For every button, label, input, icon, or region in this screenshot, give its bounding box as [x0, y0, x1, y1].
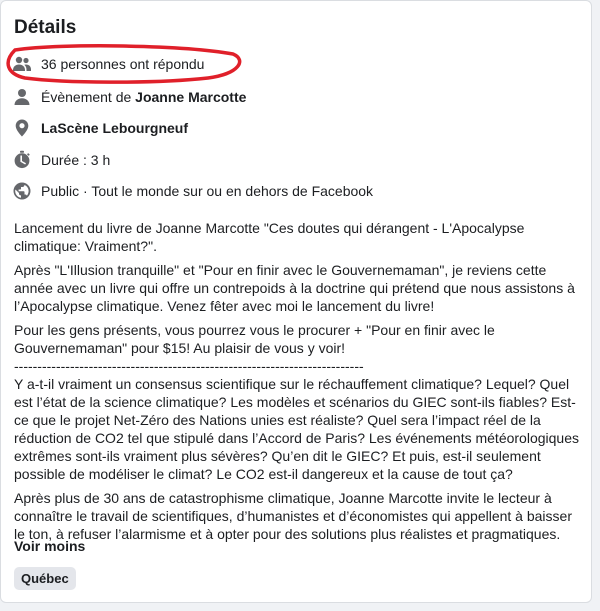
- duration-row: [12, 148, 110, 172]
- see-less-link[interactable]: Voir moins: [14, 538, 86, 554]
- description-paragraph: Lancement du livre de Joanne Marcotte "Ces doutes qui dérangent - L'Apocalypse climatique: Vraiment?".: [14, 220, 525, 254]
- person-icon: [12, 87, 32, 107]
- visibility-text: Public · Tout le monde sur ou en dehors de Facebook: [41, 183, 374, 199]
- event-description: [14, 219, 582, 549]
- description-paragraph: Après "L'Illusion tranquille" et "Pour en finir avec le Gouvernemaman", je reviens cette année avec un livre qui offre un contrepoids à la doctrine qui prétend que nous assistons à l’Apocalypse climatique. Venez fêter avec moi le lancement du livre!: [14, 262, 575, 314]
- section-title: Détails: [14, 17, 77, 38]
- visibility-row: [12, 179, 373, 203]
- category-tag-quebec[interactable]: Québec: [14, 567, 76, 590]
- stopwatch-icon: [12, 150, 32, 170]
- globe-icon: [12, 181, 32, 201]
- description-paragraph: Y a-t-il vraiment un consensus scientifique sur le réchauffement climatique? Lequel? Quel est l’état de la science climatique? Les modèles et scénarios du GIEC sont-ils fiables? Est-ce que le projet Net-Zéro des Nations unies est réaliste? Quel sera l’impact réel de la réduction de CO2 tel que stipulé dans l’Accord de Paris? Les événements météorologiques extrêmes sont-ils vraiment plus sévères? Qu’en dit le GIEC? Et puis, est-il seulement possible de modéliser le climat? Le CO2 est-il dangereux et la cause de tout ça?: [14, 376, 579, 482]
- event-host-row: [12, 85, 246, 109]
- location-pin-icon: [12, 118, 32, 138]
- description-separator: ---------------------------------------------------------------------------: [14, 358, 364, 374]
- description-paragraph: Pour les gens présents, vous pourrez vous le procurer + "Pour en finir avec le Gouvernemaman" pour $15! Au plaisir de vous y voir!: [14, 322, 495, 356]
- responded-text: 36 personnes ont répondu: [41, 56, 205, 72]
- description-paragraph: Après plus de 30 ans de catastrophisme climatique, Joanne Marcotte invite le lecteur à connaître le travail de scientifiques, d’humanistes et d’économistes qui appellent à baisser le ton, à refuser l’alarmisme et à opter pour des solutions plus réalistes et pragmatiques.: [14, 490, 572, 542]
- venue-row: [12, 116, 188, 140]
- hand-drawn-highlight-circle: [3, 44, 243, 84]
- duration-text: Durée : 3 h: [41, 152, 111, 168]
- venue-link[interactable]: LaScène Lebourgneuf: [41, 120, 189, 136]
- event-host-name-link[interactable]: Joanne Marcotte: [135, 89, 247, 105]
- event-host-prefix: Évènement de: [41, 89, 136, 105]
